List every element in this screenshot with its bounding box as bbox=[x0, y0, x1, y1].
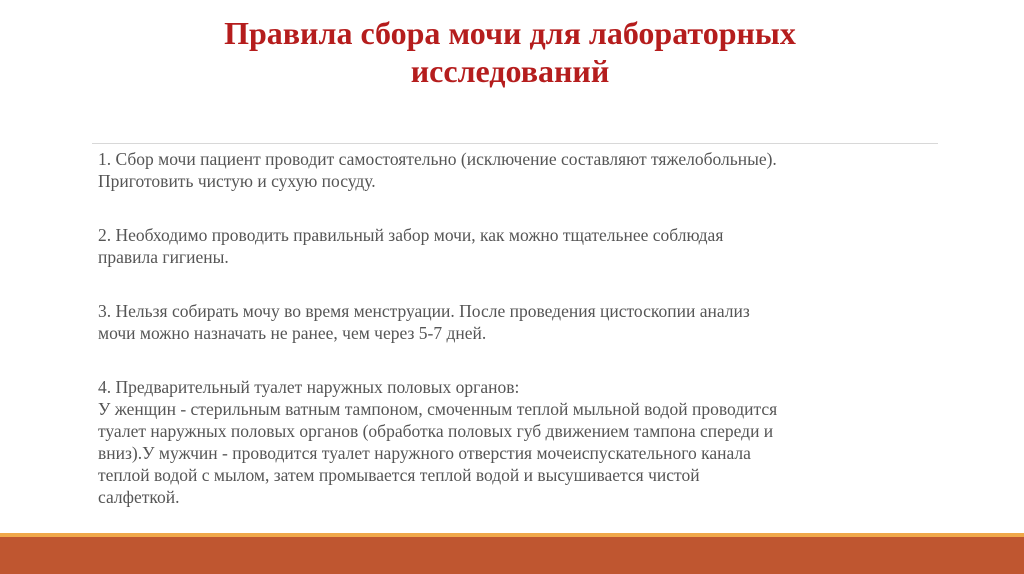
paragraph-line: 2. Необходимо проводить правильный забор мочи, как можно тщательнее соблюдая bbox=[98, 225, 724, 245]
rule-paragraph-3 bbox=[98, 300, 958, 344]
paragraph-line: мочи можно назначать не ранее, чем через 5-7 дней. bbox=[98, 323, 487, 343]
paragraph-line: салфеткой. bbox=[98, 487, 180, 507]
paragraph-line: туалет наружных половых органов (обработка половых губ движением тампона спереди и bbox=[98, 421, 774, 441]
paragraph-line: У женщин - стерильным ватным тампоном, смоченным теплой мыльной водой проводится bbox=[98, 399, 778, 419]
rule-paragraph-4 bbox=[98, 376, 958, 508]
footer-band bbox=[0, 537, 1024, 574]
paragraph-line: правила гигиены. bbox=[98, 247, 229, 267]
paragraph-line: вниз).У мужчин - проводится туалет наружного отверстия мочеиспускательного канала bbox=[98, 443, 751, 463]
paragraph-line: Приготовить чистую и сухую посуду. bbox=[98, 171, 376, 191]
paragraph-line: 1. Сбор мочи пациент проводит самостоятельно (исключение составляют тяжелобольные). bbox=[98, 149, 777, 169]
slide-content bbox=[98, 148, 958, 540]
paragraph-line: теплой водой с мылом, затем промывается теплой водой и высушивается чистой bbox=[98, 465, 700, 485]
title-divider bbox=[92, 143, 938, 144]
rule-paragraph-1 bbox=[98, 148, 958, 192]
slide-title-line: исследований bbox=[410, 53, 610, 89]
rule-paragraph-2 bbox=[98, 224, 958, 268]
slide-title-line: Правила сбора мочи для лабораторных bbox=[224, 15, 796, 51]
paragraph-line: 4. Предварительный туалет наружных половых органов: bbox=[98, 377, 520, 397]
slide-title bbox=[130, 14, 890, 90]
paragraph-line: 3. Нельзя собирать мочу во время менструации. После проведения цистоскопии анализ bbox=[98, 301, 750, 321]
